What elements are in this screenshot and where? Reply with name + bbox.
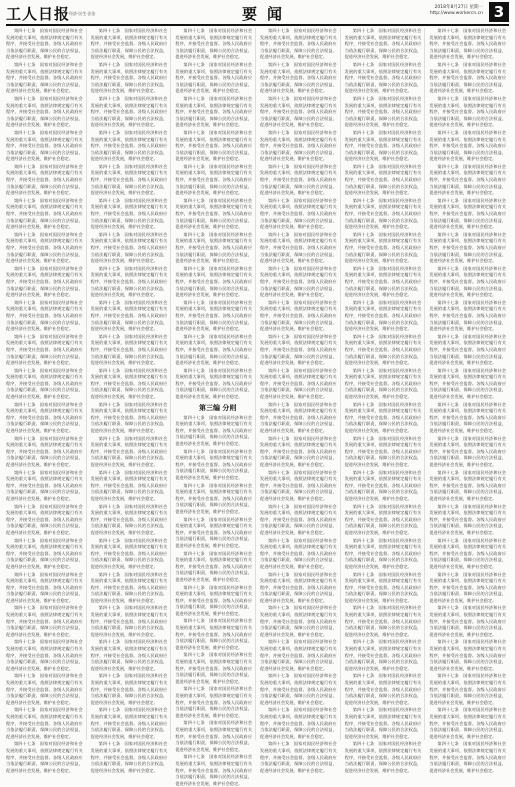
body-paragraph: 第四十七条 国家对国民经济和社会发展的重大事项，依照法律规定履行有关程序，并接受社会监督。各级人民政府应当依法履行职责，保障公民的合法权益，促进经济社会发展，维护社会稳定。: [429, 605, 507, 637]
body-paragraph: 第四十七条 国家对国民经济和社会发展的重大事项，依照法律规定履行有关程序，并接受社会监督。各级人民政府应当依法履行职责，保障公民的合法权益，促进经济社会发展，维护社会稳定。: [90, 231, 168, 264]
body-paragraph: 第四十七条 国家对国民经济和社会发展的重大事项，依照法律规定履行有关程序，并接受社会监督。各级人民政府应当依法履行职责，保障公民的合法权益，促进经济社会发展，维护社会稳定。: [429, 571, 507, 603]
logo-subtitle: 经济·民生·法治: [69, 11, 96, 16]
body-paragraph: 第四十七条 国家对国民经济和社会发展的重大事项，依照法律规定履行有关程序，并接受社会监督。各级人民政府应当依法履行职责，保障公民的合法权益，促进经济社会发展，维护社会稳定。: [175, 163, 253, 196]
text-column: [90, 28, 172, 773]
text-column: [175, 28, 256, 786]
body-paragraph: 第四十七条 国家对国民经济和社会发展的重大事项，依照法律规定履行有关程序，并接受社会监督。各级人民政府应当依法履行职责，保障公民的合法权益，促进经济社会发展，维护社会稳定。: [175, 720, 253, 752]
body-paragraph: 第四十七条 国家对国民经济和社会发展的重大事项，依照法律规定履行有关程序，并接受社会监督。各级人民政府应当依法履行职责，保障公民的合法权益，促进经济社会发展，维护社会稳定。: [429, 163, 507, 196]
body-paragraph: 第四十七条 国家对国民经济和社会发展的重大事项，依照法律规定履行有关程序，并接受社会监督。各级人民政府应当依法履行职责，保障公民的合法权益，促进经济社会发展，维护社会稳定。: [175, 414, 253, 447]
page-number: 3: [489, 2, 509, 22]
body-paragraph: 第四十七条 国家对国民经济和社会发展的重大事项，依照法律规定履行有关程序，并接受社会监督。各级人民政府应当依法履行职责，保障公民的合法权益，促进经济社会发展，维护社会稳定。: [175, 129, 253, 162]
body-paragraph: 第四十七条 国家对国民经济和社会发展的重大事项，依照法律规定履行有关程序，并接受社会监督。各级人民政府应当依法履行职责，保障公民的合法权益，促进经济社会发展，维护社会稳定。: [90, 741, 168, 773]
body-paragraph: 第四十七条 国家对国民经济和社会发展的重大事项，依照法律规定履行有关程序，并接受社会监督。各级人民政府应当依法履行职责，保障公民的合法权益，促进经济社会发展，维护社会稳定。: [90, 537, 168, 569]
body-paragraph: 第四十七条 国家对国民经济和社会发展的重大事项，依照法律规定履行有关程序，并接受社会监督。各级人民政府应当依法履行职责，保障公民的合法权益，促进经济社会发展，维护社会稳定。: [344, 639, 422, 671]
body-paragraph: 第四十七条 国家对国民经济和社会发展的重大事项，依照法律规定履行有关程序，并接受社会监督。各级人民政府应当依法履行职责，保障公民的合法权益，促进经济社会发展，维护社会稳定。: [260, 707, 337, 739]
body-paragraph: 第四十七条 国家对国民经济和社会发展的重大事项，依照法律规定履行有关程序，并接受社会监督。各级人民政府应当依法履行职责，保障公民的合法权益，促进经济社会发展，维护社会稳定。: [429, 537, 507, 569]
body-paragraph: 第四十七条 国家对国民经济和社会发展的重大事项，依照法律规定履行有关程序，并接受社会监督。各级人民政府应当依法履行职责，保障公民的合法权益，促进经济社会发展，维护社会稳定。: [90, 129, 168, 162]
body-paragraph: 第四十七条 国家对国民经济和社会发展的重大事项，依照法律规定履行有关程序，并接受社会监督。各级人民政府应当依法履行职责，保障公民的合法权益，促进经济社会发展，维护社会稳定。: [6, 401, 83, 434]
body-paragraph: 第四十七条 国家对国民经济和社会发展的重大事项，依照法律规定履行有关程序，并接受社会监督。各级人民政府应当依法履行职责，保障公民的合法权益，促进经济社会发展，维护社会稳定。: [90, 299, 168, 332]
issue-date: 2018年8月27日 星期一: [434, 5, 483, 10]
body-paragraph: 第四十七条 国家对国民经济和社会发展的重大事项，依照法律规定履行有关程序，并接受社会监督。各级人民政府应当依法履行职责，保障公民的合法权益，促进经济社会发展，维护社会稳定。: [260, 741, 337, 773]
body-paragraph: 第四十七条 国家对国民经济和社会发展的重大事项，依照法律规定履行有关程序，并接受社会监督。各级人民政府应当依法履行职责，保障公民的合法权益，促进经济社会发展，维护社会稳定。: [175, 231, 253, 264]
body-paragraph: 第四十七条 国家对国民经济和社会发展的重大事项，依照法律规定履行有关程序，并接受社会监督。各级人民政府应当依法履行职责，保障公民的合法权益，促进经济社会发展，维护社会稳定。: [260, 28, 337, 60]
body-paragraph: 第四十七条 国家对国民经济和社会发展的重大事项，依照法律规定履行有关程序，并接受社会监督。各级人民政府应当依法履行职责，保障公民的合法权益，促进经济社会发展，维护社会稳定。: [90, 333, 168, 366]
body-paragraph: 第四十七条 国家对国民经济和社会发展的重大事项，依照法律规定履行有关程序，并接受社会监督。各级人民政府应当依法履行职责，保障公民的合法权益，促进经济社会发展，维护社会稳定。: [90, 367, 168, 400]
body-paragraph: 第四十七条 国家对国民经济和社会发展的重大事项，依照法律规定履行有关程序，并接受社会监督。各级人民政府应当依法履行职责，保障公民的合法权益，促进经济社会发展，维护社会稳定。: [6, 605, 83, 637]
body-paragraph: 第四十七条 国家对国民经济和社会发展的重大事项，依照法律规定履行有关程序，并接受社会监督。各级人民政府应当依法履行职责，保障公民的合法权益，促进经济社会发展，维护社会稳定。: [90, 265, 168, 298]
body-paragraph: 第四十七条 国家对国民经济和社会发展的重大事项，依照法律规定履行有关程序，并接受社会监督。各级人民政府应当依法履行职责，保障公民的合法权益，促进经济社会发展，维护社会稳定。: [6, 673, 83, 705]
body-paragraph: 第四十七条 国家对国民经济和社会发展的重大事项，依照法律规定履行有关程序，并接受社会监督。各级人民政府应当依法履行职责，保障公民的合法权益，促进经济社会发展，维护社会稳定。: [90, 571, 168, 603]
body-paragraph: 第四十七条 国家对国民经济和社会发展的重大事项，依照法律规定履行有关程序，并接受社会监督。各级人民政府应当依法履行职责，保障公民的合法权益，促进经济社会发展，维护社会稳定。: [260, 231, 337, 264]
body-paragraph: 第四十七条 国家对国民经济和社会发展的重大事项，依照法律规定履行有关程序，并接受社会监督。各级人民政府应当依法履行职责，保障公民的合法权益，促进经济社会发展，维护社会稳定。: [429, 639, 507, 671]
body-paragraph: 第四十七条 国家对国民经济和社会发展的重大事项，依照法律规定履行有关程序，并接受社会监督。各级人民政府应当依法履行职责，保障公民的合法权益，促进经济社会发展，维护社会稳定。: [175, 652, 253, 684]
body-paragraph: 第四十七条 国家对国民经济和社会发展的重大事项，依照法律规定履行有关程序，并接受社会监督。各级人民政府应当依法履行职责，保障公民的合法权益，促进经济社会发展，维护社会稳定。: [260, 367, 337, 400]
body-paragraph: 第四十七条 国家对国民经济和社会发展的重大事项，依照法律规定履行有关程序，并接受社会监督。各级人民政府应当依法履行职责，保障公民的合法权益，促进经济社会发展，维护社会稳定。: [90, 605, 168, 637]
body-paragraph: 第四十七条 国家对国民经济和社会发展的重大事项，依照法律规定履行有关程序，并接受社会监督。各级人民政府应当依法履行职责，保障公民的合法权益，促进经济社会发展，维护社会稳定。: [260, 197, 337, 230]
body-paragraph: 第四十七条 国家对国民经济和社会发展的重大事项，依照法律规定履行有关程序，并接受社会监督。各级人民政府应当依法履行职责，保障公民的合法权益，促进经济社会发展，维护社会稳定。: [429, 61, 507, 94]
body-paragraph: 第四十七条 国家对国民经济和社会发展的重大事项，依照法律规定履行有关程序，并接受社会监督。各级人民政府应当依法履行职责，保障公民的合法权益，促进经济社会发展，维护社会稳定。: [429, 28, 507, 60]
body-paragraph: 第四十七条 国家对国民经济和社会发展的重大事项，依照法律规定履行有关程序，并接受社会监督。各级人民政府应当依法履行职责，保障公民的合法权益，促进经济社会发展，维护社会稳定。: [260, 129, 337, 162]
body-paragraph: 第四十七条 国家对国民经济和社会发展的重大事项，依照法律规定履行有关程序，并接受社会监督。各级人民政府应当依法履行职责，保障公民的合法权益，促进经济社会发展，维护社会稳定。: [6, 61, 83, 94]
body-paragraph: 第四十七条 国家对国民经济和社会发展的重大事项，依照法律规定履行有关程序，并接受社会监督。各级人民政府应当依法履行职责，保障公民的合法权益，促进经济社会发展，维护社会稳定。: [6, 265, 83, 298]
body-paragraph: 第四十七条 国家对国民经济和社会发展的重大事项，依照法律规定履行有关程序，并接受社会监督。各级人民政府应当依法履行职责，保障公民的合法权益，促进经济社会发展，维护社会稳定。: [260, 503, 337, 535]
body-paragraph: 第四十七条 国家对国民经济和社会发展的重大事项，依照法律规定履行有关程序，并接受社会监督。各级人民政府应当依法履行职责，保障公民的合法权益，促进经济社会发展，维护社会稳定。: [344, 401, 422, 434]
body-paragraph: 第四十七条 国家对国民经济和社会发展的重大事项，依照法律规定履行有关程序，并接受社会监督。各级人民政府应当依法履行职责，保障公民的合法权益，促进经济社会发展，维护社会稳定。: [6, 741, 83, 773]
website-url: http://www.workercn.cn: [429, 11, 483, 16]
body-paragraph: 第四十七条 国家对国民经济和社会发展的重大事项，依照法律规定履行有关程序，并接受社会监督。各级人民政府应当依法履行职责，保障公民的合法权益，促进经济社会发展，维护社会稳定。: [175, 618, 253, 650]
body-paragraph: 第四十七条 国家对国民经济和社会发展的重大事项，依照法律规定履行有关程序，并接受社会监督。各级人民政府应当依法履行职责，保障公民的合法权益，促进经济社会发展，维护社会稳定。: [6, 197, 83, 230]
body-paragraph: 第四十七条 国家对国民经济和社会发展的重大事项，依照法律规定履行有关程序，并接受社会监督。各级人民政府应当依法履行职责，保障公民的合法权益，促进经济社会发展，维护社会稳定。: [260, 61, 337, 94]
body-paragraph: 第四十七条 国家对国民经济和社会发展的重大事项，依照法律规定履行有关程序，并接受社会监督。各级人民政府应当依法履行职责，保障公民的合法权益，促进经济社会发展，维护社会稳定。: [260, 571, 337, 603]
body-paragraph: 第四十七条 国家对国民经济和社会发展的重大事项，依照法律规定履行有关程序，并接受社会监督。各级人民政府应当依法履行职责，保障公民的合法权益，促进经济社会发展，维护社会稳定。: [344, 61, 422, 94]
body-paragraph: 第四十七条 国家对国民经济和社会发展的重大事项，依照法律规定履行有关程序，并接受社会监督。各级人民政府应当依法履行职责，保障公民的合法权益，促进经济社会发展，维护社会稳定。: [344, 537, 422, 569]
body-paragraph: 第四十七条 国家对国民经济和社会发展的重大事项，依照法律规定履行有关程序，并接受社会监督。各级人民政府应当依法履行职责，保障公民的合法权益，促进经济社会发展，维护社会稳定。: [429, 469, 507, 501]
body-paragraph: 第四十七条 国家对国民经济和社会发展的重大事项，依照法律规定履行有关程序，并接受社会监督。各级人民政府应当依法履行职责，保障公民的合法权益，促进经济社会发展，维护社会稳定。: [6, 571, 83, 603]
body-paragraph: 第四十七条 国家对国民经济和社会发展的重大事项，依照法律规定履行有关程序，并接受社会监督。各级人民政府应当依法履行职责，保障公民的合法权益，促进经济社会发展，维护社会稳定。: [175, 754, 253, 786]
body-paragraph: 第四十七条 国家对国民经济和社会发展的重大事项，依照法律规定履行有关程序，并接受社会监督。各级人民政府应当依法履行职责，保障公民的合法权益，促进经济社会发展，维护社会稳定。: [175, 448, 253, 480]
body-paragraph: 第四十七条 国家对国民经济和社会发展的重大事项，依照法律规定履行有关程序，并接受社会监督。各级人民政府应当依法履行职责，保障公民的合法权益，促进经济社会发展，维护社会稳定。: [6, 333, 83, 366]
body-paragraph: 第四十七条 国家对国民经济和社会发展的重大事项，依照法律规定履行有关程序，并接受社会监督。各级人民政府应当依法履行职责，保障公民的合法权益，促进经济社会发展，维护社会稳定。: [344, 605, 422, 637]
body-paragraph: 第四十七条 国家对国民经济和社会发展的重大事项，依照法律规定履行有关程序，并接受社会监督。各级人民政府应当依法履行职责，保障公民的合法权益，促进经济社会发展，维护社会稳定。: [6, 707, 83, 739]
body-paragraph: 第四十七条 国家对国民经济和社会发展的重大事项，依照法律规定履行有关程序，并接受社会监督。各级人民政府应当依法履行职责，保障公民的合法权益，促进经济社会发展，维护社会稳定。: [429, 333, 507, 366]
body-paragraph: 第四十七条 国家对国民经济和社会发展的重大事项，依照法律规定履行有关程序，并接受社会监督。各级人民政府应当依法履行职责，保障公民的合法权益，促进经济社会发展，维护社会稳定。: [260, 265, 337, 298]
body-paragraph: 第四十七条 国家对国民经济和社会发展的重大事项，依照法律规定履行有关程序，并接受社会监督。各级人民政府应当依法履行职责，保障公民的合法权益，促进经济社会发展，维护社会稳定。: [6, 129, 83, 162]
body-paragraph: 第四十七条 国家对国民经济和社会发展的重大事项，依照法律规定履行有关程序，并接受社会监督。各级人民政府应当依法履行职责，保障公民的合法权益，促进经济社会发展，维护社会稳定。: [260, 469, 337, 501]
body-paragraph: 第四十七条 国家对国民经济和社会发展的重大事项，依照法律规定履行有关程序，并接受社会监督。各级人民政府应当依法履行职责，保障公民的合法权益，促进经济社会发展，维护社会稳定。: [429, 231, 507, 264]
body-paragraph: 第四十七条 国家对国民经济和社会发展的重大事项，依照法律规定履行有关程序，并接受社会监督。各级人民政府应当依法履行职责，保障公民的合法权益，促进经济社会发展，维护社会稳定。: [175, 95, 253, 128]
text-column: [344, 28, 426, 773]
body-paragraph: 第四十七条 国家对国民经济和社会发展的重大事项，依照法律规定履行有关程序，并接受社会监督。各级人民政府应当依法履行职责，保障公民的合法权益，促进经济社会发展，维护社会稳定。: [429, 401, 507, 434]
body-paragraph: 第四十七条 国家对国民经济和社会发展的重大事项，依照法律规定履行有关程序，并接受社会监督。各级人民政府应当依法履行职责，保障公民的合法权益，促进经济社会发展，维护社会稳定。: [429, 129, 507, 162]
body-paragraph: 第四十七条 国家对国民经济和社会发展的重大事项，依照法律规定履行有关程序，并接受社会监督。各级人民政府应当依法履行职责，保障公民的合法权益，促进经济社会发展，维护社会稳定。: [429, 265, 507, 298]
text-column: [260, 28, 341, 773]
body-paragraph: 第四十七条 国家对国民经济和社会发展的重大事项，依照法律规定履行有关程序，并接受社会监督。各级人民政府应当依法履行职责，保障公民的合法权益，促进经济社会发展，维护社会稳定。: [90, 197, 168, 230]
body-paragraph: 第四十七条 国家对国民经济和社会发展的重大事项，依照法律规定履行有关程序，并接受社会监督。各级人民政府应当依法履行职责，保障公民的合法权益，促进经济社会发展，维护社会稳定。: [90, 61, 168, 94]
body-paragraph: 第四十七条 国家对国民经济和社会发展的重大事项，依照法律规定履行有关程序，并接受社会监督。各级人民政府应当依法履行职责，保障公民的合法权益，促进经济社会发展，维护社会稳定。: [175, 333, 253, 366]
body-paragraph: 第四十七条 国家对国民经济和社会发展的重大事项，依照法律规定履行有关程序，并接受社会监督。各级人民政府应当依法履行职责，保障公民的合法权益，促进经济社会发展，维护社会稳定。: [90, 435, 168, 467]
issue-meta: [363, 5, 483, 17]
body-paragraph: 第四十七条 国家对国民经济和社会发展的重大事项，依照法律规定履行有关程序，并接受社会监督。各级人民政府应当依法履行职责，保障公民的合法权益，促进经济社会发展，维护社会稳定。: [6, 435, 83, 467]
body-paragraph: 第四十七条 国家对国民经济和社会发展的重大事项，依照法律规定履行有关程序，并接受社会监督。各级人民政府应当依法履行职责，保障公民的合法权益，促进经济社会发展，维护社会稳定。: [175, 367, 253, 400]
body-paragraph: 第四十七条 国家对国民经济和社会发展的重大事项，依照法律规定履行有关程序，并接受社会监督。各级人民政府应当依法履行职责，保障公民的合法权益，促进经济社会发展，维护社会稳定。: [344, 265, 422, 298]
body-paragraph: 第四十七条 国家对国民经济和社会发展的重大事项，依照法律规定履行有关程序，并接受社会监督。各级人民政府应当依法履行职责，保障公民的合法权益，促进经济社会发展，维护社会稳定。: [344, 95, 422, 128]
body-paragraph: 第四十七条 国家对国民经济和社会发展的重大事项，依照法律规定履行有关程序，并接受社会监督。各级人民政府应当依法履行职责，保障公民的合法权益，促进经济社会发展，维护社会稳定。: [344, 367, 422, 400]
body-paragraph: 第四十七条 国家对国民经济和社会发展的重大事项，依照法律规定履行有关程序，并接受社会监督。各级人民政府应当依法履行职责，保障公民的合法权益，促进经济社会发展，维护社会稳定。: [260, 435, 337, 467]
body-paragraph: 第四十七条 国家对国民经济和社会发展的重大事项，依照法律规定履行有关程序，并接受社会监督。各级人民政府应当依法履行职责，保障公民的合法权益，促进经济社会发展，维护社会稳定。: [6, 537, 83, 569]
body-paragraph: 第四十七条 国家对国民经济和社会发展的重大事项，依照法律规定履行有关程序，并接受社会监督。各级人民政府应当依法履行职责，保障公民的合法权益，促进经济社会发展，维护社会稳定。: [6, 163, 83, 196]
body-paragraph: 第四十七条 国家对国民经济和社会发展的重大事项，依照法律规定履行有关程序，并接受社会监督。各级人民政府应当依法履行职责，保障公民的合法权益，促进经济社会发展，维护社会稳定。: [90, 28, 168, 60]
body-paragraph: 第四十七条 国家对国民经济和社会发展的重大事项，依照法律规定履行有关程序，并接受社会监督。各级人民政府应当依法履行职责，保障公民的合法权益，促进经济社会发展，维护社会稳定。: [260, 639, 337, 671]
body-paragraph: 第四十七条 国家对国民经济和社会发展的重大事项，依照法律规定履行有关程序，并接受社会监督。各级人民政府应当依法履行职责，保障公民的合法权益，促进经济社会发展，维护社会稳定。: [6, 95, 83, 128]
body-paragraph: 第四十七条 国家对国民经济和社会发展的重大事项，依照法律规定履行有关程序，并接受社会监督。各级人民政府应当依法履行职责，保障公民的合法权益，促进经济社会发展，维护社会稳定。: [344, 469, 422, 501]
body-paragraph: 第四十七条 国家对国民经济和社会发展的重大事项，依照法律规定履行有关程序，并接受社会监督。各级人民政府应当依法履行职责，保障公民的合法权益，促进经济社会发展，维护社会稳定。: [175, 686, 253, 718]
body-paragraph: 第四十七条 国家对国民经济和社会发展的重大事项，依照法律规定履行有关程序，并接受社会监督。各级人民政府应当依法履行职责，保障公民的合法权益，促进经济社会发展，维护社会稳定。: [175, 299, 253, 332]
body-paragraph: 第四十七条 国家对国民经济和社会发展的重大事项，依照法律规定履行有关程序，并接受社会监督。各级人民政府应当依法履行职责，保障公民的合法权益，促进经济社会发展，维护社会稳定。: [90, 95, 168, 128]
body-paragraph: 第四十七条 国家对国民经济和社会发展的重大事项，依照法律规定履行有关程序，并接受社会监督。各级人民政府应当依法履行职责，保障公民的合法权益，促进经济社会发展，维护社会稳定。: [6, 367, 83, 400]
body-paragraph: 第四十七条 国家对国民经济和社会发展的重大事项，依照法律规定履行有关程序，并接受社会监督。各级人民政府应当依法履行职责，保障公民的合法权益，促进经济社会发展，维护社会稳定。: [260, 299, 337, 332]
body-paragraph: 第四十七条 国家对国民经济和社会发展的重大事项，依照法律规定履行有关程序，并接受社会监督。各级人民政府应当依法履行职责，保障公民的合法权益，促进经济社会发展，维护社会稳定。: [344, 673, 422, 705]
body-paragraph: 第四十七条 国家对国民经济和社会发展的重大事项，依照法律规定履行有关程序，并接受社会监督。各级人民政府应当依法履行职责，保障公民的合法权益，促进经济社会发展，维护社会稳定。: [344, 707, 422, 739]
section-title: 要闻: [242, 5, 293, 23]
body-paragraph: 第四十七条 国家对国民经济和社会发展的重大事项，依照法律规定履行有关程序，并接受社会监督。各级人民政府应当依法履行职责，保障公民的合法权益，促进经济社会发展，维护社会稳定。: [429, 673, 507, 705]
body-paragraph: 第四十七条 国家对国民经济和社会发展的重大事项，依照法律规定履行有关程序，并接受社会监督。各级人民政府应当依法履行职责，保障公民的合法权益，促进经济社会发展，维护社会稳定。: [429, 299, 507, 332]
body-paragraph: 第四十七条 国家对国民经济和社会发展的重大事项，依照法律规定履行有关程序，并接受社会监督。各级人民政府应当依法履行职责，保障公民的合法权益，促进经济社会发展，维护社会稳定。: [344, 231, 422, 264]
chapter-heading: 第三编 分则: [198, 403, 237, 412]
body-paragraph: 第四十七条 国家对国民经济和社会发展的重大事项，依照法律规定履行有关程序，并接受社会监督。各级人民政府应当依法履行职责，保障公民的合法权益，促进经济社会发展，维护社会稳定。: [260, 673, 337, 705]
masthead: [6, 2, 509, 26]
body-paragraph: 第四十七条 国家对国民经济和社会发展的重大事项，依照法律规定履行有关程序，并接受社会监督。各级人民政府应当依法履行职责，保障公民的合法权益，促进经济社会发展，维护社会稳定。: [90, 639, 168, 671]
body-paragraph: 第四十七条 国家对国民经济和社会发展的重大事项，依照法律规定履行有关程序，并接受社会监督。各级人民政府应当依法履行职责，保障公民的合法权益，促进经济社会发展，维护社会稳定。: [429, 95, 507, 128]
body-paragraph: 第四十七条 国家对国民经济和社会发展的重大事项，依照法律规定履行有关程序，并接受社会监督。各级人民政府应当依法履行职责，保障公民的合法权益，促进经济社会发展，维护社会稳定。: [429, 435, 507, 467]
body-paragraph: 第四十七条 国家对国民经济和社会发展的重大事项，依照法律规定履行有关程序，并接受社会监督。各级人民政府应当依法履行职责，保障公民的合法权益，促进经济社会发展，维护社会稳定。: [260, 163, 337, 196]
body-paragraph: 第四十七条 国家对国民经济和社会发展的重大事项，依照法律规定履行有关程序，并接受社会监督。各级人民政府应当依法履行职责，保障公民的合法权益，促进经济社会发展，维护社会稳定。: [175, 516, 253, 548]
body-paragraph: 第四十七条 国家对国民经济和社会发展的重大事项，依照法律规定履行有关程序，并接受社会监督。各级人民政府应当依法履行职责，保障公民的合法权益，促进经济社会发展，维护社会稳定。: [429, 367, 507, 400]
body-paragraph: 第四十七条 国家对国民经济和社会发展的重大事项，依照法律规定履行有关程序，并接受社会监督。各级人民政府应当依法履行职责，保障公民的合法权益，促进经济社会发展，维护社会稳定。: [344, 741, 422, 773]
body-paragraph: 第四十七条 国家对国民经济和社会发展的重大事项，依照法律规定履行有关程序，并接受社会监督。各级人民政府应当依法履行职责，保障公民的合法权益，促进经济社会发展，维护社会稳定。: [344, 163, 422, 196]
body-paragraph: 第四十七条 国家对国民经济和社会发展的重大事项，依照法律规定履行有关程序，并接受社会监督。各级人民政府应当依法履行职责，保障公民的合法权益，促进经济社会发展，维护社会稳定。: [260, 537, 337, 569]
text-column: [429, 28, 509, 773]
body-paragraph: 第四十七条 国家对国民经济和社会发展的重大事项，依照法律规定履行有关程序，并接受社会监督。各级人民政府应当依法履行职责，保障公民的合法权益，促进经济社会发展，维护社会稳定。: [260, 95, 337, 128]
body-paragraph: 第四十七条 国家对国民经济和社会发展的重大事项，依照法律规定履行有关程序，并接受社会监督。各级人民政府应当依法履行职责，保障公民的合法权益，促进经济社会发展，维护社会稳定。: [260, 333, 337, 366]
body-paragraph: 第四十七条 国家对国民经济和社会发展的重大事项，依照法律规定履行有关程序，并接受社会监督。各级人民政府应当依法履行职责，保障公民的合法权益，促进经济社会发展，维护社会稳定。: [175, 28, 253, 60]
body-paragraph: 第四十七条 国家对国民经济和社会发展的重大事项，依照法律规定履行有关程序，并接受社会监督。各级人民政府应当依法履行职责，保障公民的合法权益，促进经济社会发展，维护社会稳定。: [429, 741, 507, 773]
article-columns: [6, 28, 509, 786]
body-paragraph: 第四十七条 国家对国民经济和社会发展的重大事项，依照法律规定履行有关程序，并接受社会监督。各级人民政府应当依法履行职责，保障公民的合法权益，促进经济社会发展，维护社会稳定。: [6, 28, 83, 60]
body-paragraph: 第四十七条 国家对国民经济和社会发展的重大事项，依照法律规定履行有关程序，并接受社会监督。各级人民政府应当依法履行职责，保障公民的合法权益，促进经济社会发展，维护社会稳定。: [344, 28, 422, 60]
body-paragraph: 第四十七条 国家对国民经济和社会发展的重大事项，依照法律规定履行有关程序，并接受社会监督。各级人民政府应当依法履行职责，保障公民的合法权益，促进经济社会发展，维护社会稳定。: [429, 197, 507, 230]
body-paragraph: 第四十七条 国家对国民经济和社会发展的重大事项，依照法律规定履行有关程序，并接受社会监督。各级人民政府应当依法履行职责，保障公民的合法权益，促进经济社会发展，维护社会稳定。: [90, 401, 168, 434]
body-paragraph: 第四十七条 国家对国民经济和社会发展的重大事项，依照法律规定履行有关程序，并接受社会监督。各级人民政府应当依法履行职责，保障公民的合法权益，促进经济社会发展，维护社会稳定。: [175, 265, 253, 298]
body-paragraph: 第四十七条 国家对国民经济和社会发展的重大事项，依照法律规定履行有关程序，并接受社会监督。各级人民政府应当依法履行职责，保障公民的合法权益，促进经济社会发展，维护社会稳定。: [6, 503, 83, 535]
body-paragraph: 第四十七条 国家对国民经济和社会发展的重大事项，依照法律规定履行有关程序，并接受社会监督。各级人民政府应当依法履行职责，保障公民的合法权益，促进经济社会发展，维护社会稳定。: [90, 503, 168, 535]
newspaper-logo: 工人日报: [6, 5, 71, 23]
body-paragraph: 第四十七条 国家对国民经济和社会发展的重大事项，依照法律规定履行有关程序，并接受社会监督。各级人民政府应当依法履行职责，保障公民的合法权益，促进经济社会发展，维护社会稳定。: [6, 231, 83, 264]
body-paragraph: 第四十七条 国家对国民经济和社会发展的重大事项，依照法律规定履行有关程序，并接受社会监督。各级人民政府应当依法履行职责，保障公民的合法权益，促进经济社会发展，维护社会稳定。: [90, 673, 168, 705]
body-paragraph: 第四十七条 国家对国民经济和社会发展的重大事项，依照法律规定履行有关程序，并接受社会监督。各级人民政府应当依法履行职责，保障公民的合法权益，促进经济社会发展，维护社会稳定。: [90, 707, 168, 739]
body-paragraph: 第四十七条 国家对国民经济和社会发展的重大事项，依照法律规定履行有关程序，并接受社会监督。各级人民政府应当依法履行职责，保障公民的合法权益，促进经济社会发展，维护社会稳定。: [344, 435, 422, 467]
text-column: [6, 28, 87, 773]
body-paragraph: 第四十七条 国家对国民经济和社会发展的重大事项，依照法律规定履行有关程序，并接受社会监督。各级人民政府应当依法履行职责，保障公民的合法权益，促进经济社会发展，维护社会稳定。: [344, 503, 422, 535]
body-paragraph: 第四十七条 国家对国民经济和社会发展的重大事项，依照法律规定履行有关程序，并接受社会监督。各级人民政府应当依法履行职责，保障公民的合法权益，促进经济社会发展，维护社会稳定。: [6, 639, 83, 671]
body-paragraph: 第四十七条 国家对国民经济和社会发展的重大事项，依照法律规定履行有关程序，并接受社会监督。各级人民政府应当依法履行职责，保障公民的合法权益，促进经济社会发展，维护社会稳定。: [344, 571, 422, 603]
body-paragraph: 第四十七条 国家对国民经济和社会发展的重大事项，依照法律规定履行有关程序，并接受社会监督。各级人民政府应当依法履行职责，保障公民的合法权益，促进经济社会发展，维护社会稳定。: [260, 401, 337, 434]
body-paragraph: 第四十七条 国家对国民经济和社会发展的重大事项，依照法律规定履行有关程序，并接受社会监督。各级人民政府应当依法履行职责，保障公民的合法权益，促进经济社会发展，维护社会稳定。: [175, 550, 253, 582]
body-paragraph: 第四十七条 国家对国民经济和社会发展的重大事项，依照法律规定履行有关程序，并接受社会监督。各级人民政府应当依法履行职责，保障公民的合法权益，促进经济社会发展，维护社会稳定。: [344, 333, 422, 366]
body-paragraph: 第四十七条 国家对国民经济和社会发展的重大事项，依照法律规定履行有关程序，并接受社会监督。各级人民政府应当依法履行职责，保障公民的合法权益，促进经济社会发展，维护社会稳定。: [344, 299, 422, 332]
body-paragraph: 第四十七条 国家对国民经济和社会发展的重大事项，依照法律规定履行有关程序，并接受社会监督。各级人民政府应当依法履行职责，保障公民的合法权益，促进经济社会发展，维护社会稳定。: [175, 61, 253, 94]
body-paragraph: 第四十七条 国家对国民经济和社会发展的重大事项，依照法律规定履行有关程序，并接受社会监督。各级人民政府应当依法履行职责，保障公民的合法权益，促进经济社会发展，维护社会稳定。: [344, 129, 422, 162]
body-paragraph: 第四十七条 国家对国民经济和社会发展的重大事项，依照法律规定履行有关程序，并接受社会监督。各级人民政府应当依法履行职责，保障公民的合法权益，促进经济社会发展，维护社会稳定。: [6, 299, 83, 332]
body-paragraph: 第四十七条 国家对国民经济和社会发展的重大事项，依照法律规定履行有关程序，并接受社会监督。各级人民政府应当依法履行职责，保障公民的合法权益，促进经济社会发展，维护社会稳定。: [175, 197, 253, 230]
body-paragraph: 第四十七条 国家对国民经济和社会发展的重大事项，依照法律规定履行有关程序，并接受社会监督。各级人民政府应当依法履行职责，保障公民的合法权益，促进经济社会发展，维护社会稳定。: [175, 584, 253, 616]
body-paragraph: 第四十七条 国家对国民经济和社会发展的重大事项，依照法律规定履行有关程序，并接受社会监督。各级人民政府应当依法履行职责，保障公民的合法权益，促进经济社会发展，维护社会稳定。: [429, 707, 507, 739]
body-paragraph: 第四十七条 国家对国民经济和社会发展的重大事项，依照法律规定履行有关程序，并接受社会监督。各级人民政府应当依法履行职责，保障公民的合法权益，促进经济社会发展，维护社会稳定。: [260, 605, 337, 637]
body-paragraph: 第四十七条 国家对国民经济和社会发展的重大事项，依照法律规定履行有关程序，并接受社会监督。各级人民政府应当依法履行职责，保障公民的合法权益，促进经济社会发展，维护社会稳定。: [90, 469, 168, 501]
body-paragraph: 第四十七条 国家对国民经济和社会发展的重大事项，依照法律规定履行有关程序，并接受社会监督。各级人民政府应当依法履行职责，保障公民的合法权益，促进经济社会发展，维护社会稳定。: [175, 482, 253, 514]
body-paragraph: 第四十七条 国家对国民经济和社会发展的重大事项，依照法律规定履行有关程序，并接受社会监督。各级人民政府应当依法履行职责，保障公民的合法权益，促进经济社会发展，维护社会稳定。: [429, 503, 507, 535]
body-paragraph: 第四十七条 国家对国民经济和社会发展的重大事项，依照法律规定履行有关程序，并接受社会监督。各级人民政府应当依法履行职责，保障公民的合法权益，促进经济社会发展，维护社会稳定。: [90, 163, 168, 196]
body-paragraph: 第四十七条 国家对国民经济和社会发展的重大事项，依照法律规定履行有关程序，并接受社会监督。各级人民政府应当依法履行职责，保障公民的合法权益，促进经济社会发展，维护社会稳定。: [344, 197, 422, 230]
body-paragraph: 第四十七条 国家对国民经济和社会发展的重大事项，依照法律规定履行有关程序，并接受社会监督。各级人民政府应当依法履行职责，保障公民的合法权益，促进经济社会发展，维护社会稳定。: [6, 469, 83, 501]
